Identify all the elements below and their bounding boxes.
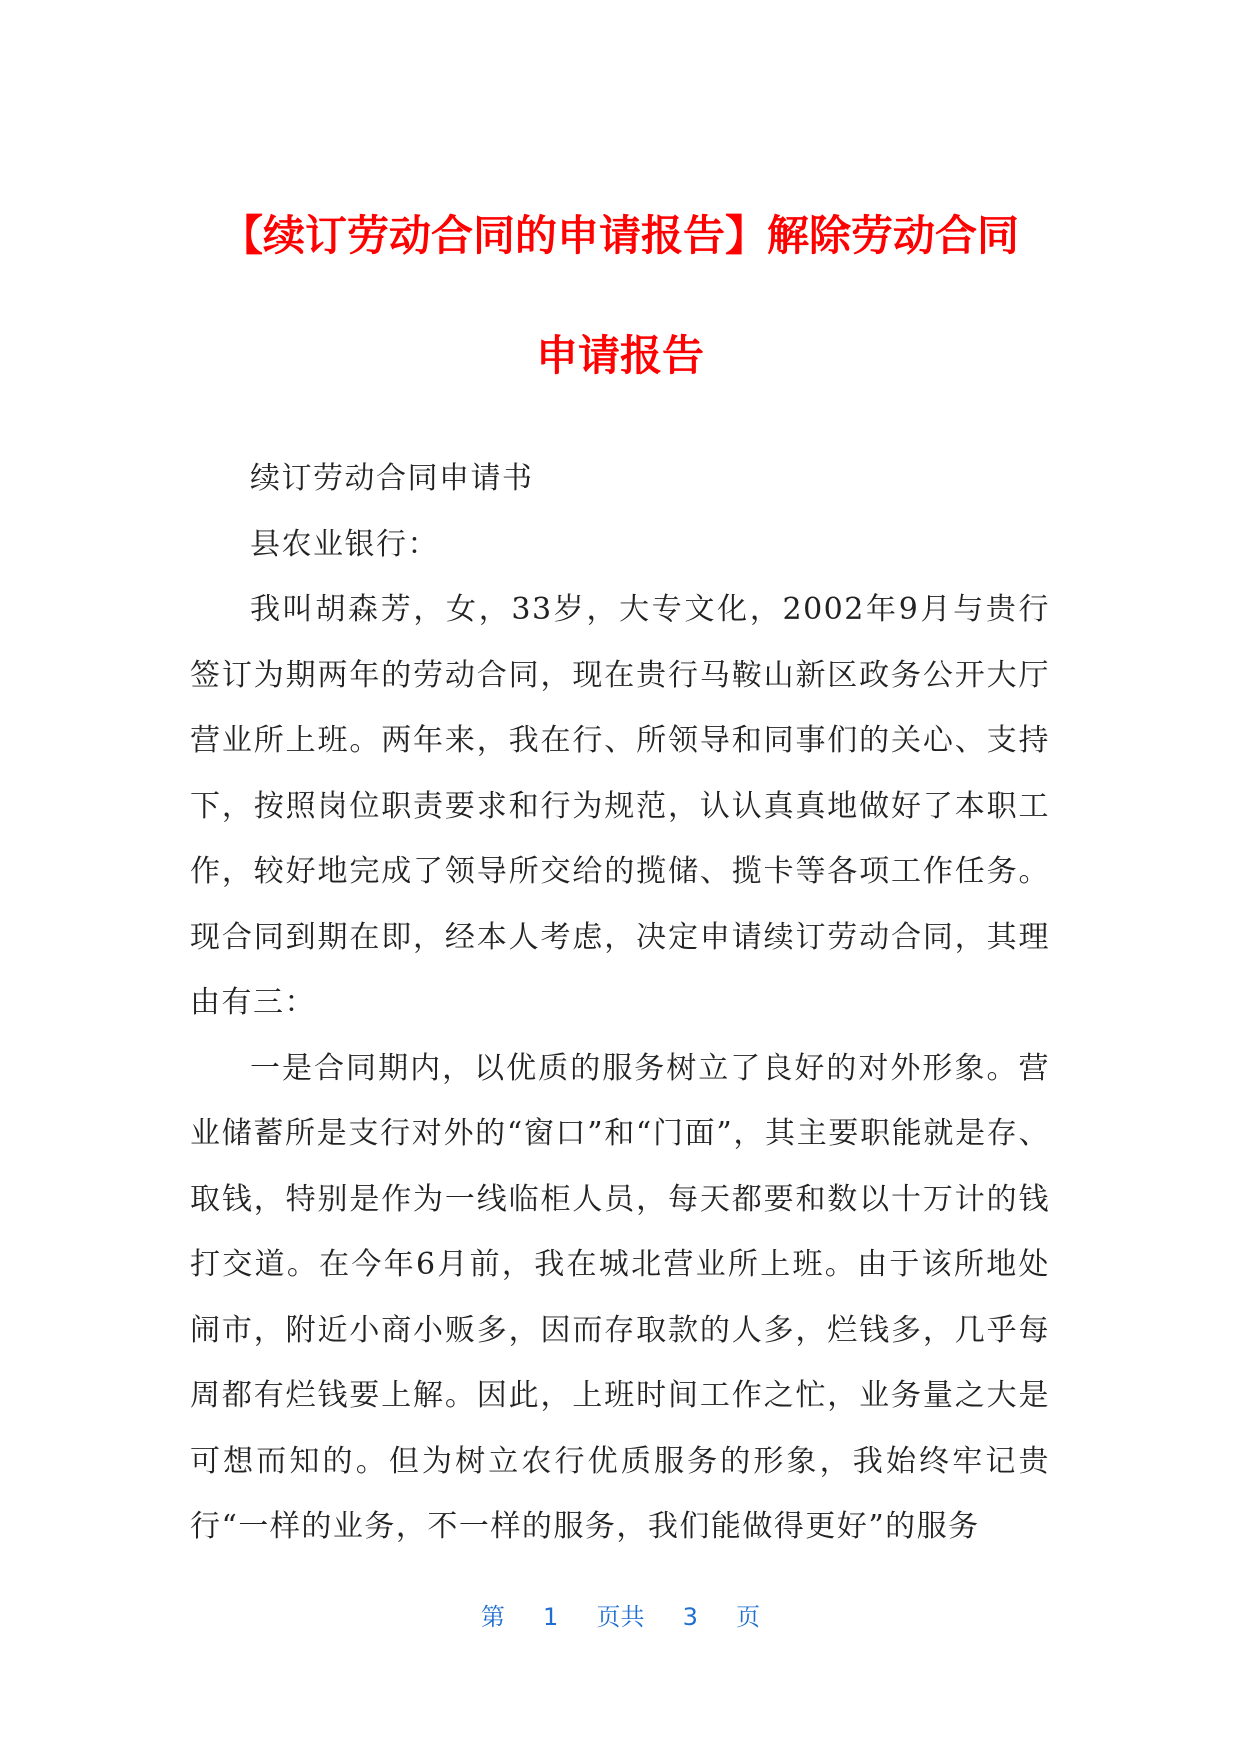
document-title xyxy=(180,176,1060,416)
document-body xyxy=(190,446,1050,1560)
page-total: 3 xyxy=(682,1603,698,1631)
page-footer xyxy=(0,1602,1241,1632)
page-middle: 页共 xyxy=(596,1603,645,1631)
page-prefix: 第 xyxy=(480,1603,505,1631)
body-paragraph: 我叫胡森芳，女，33岁，大专文化，2002年9月与贵行签订为期两年的劳动合同，现在贵行马鞍山新区政务公开大厅营业所上班。两年来，我在行、所领导和同事们的关心、支持下，按照岗位职责要求和行为规范，认认真真地做好了本职工作，较好地完成了领导所交给的揽储、揽卡等各项工作任务。现合同到期在即，经本人考虑，决定申请续订劳动合同，其理由有三： xyxy=(190,592,1050,1020)
document-title-line2: 申请报告 xyxy=(535,331,704,380)
heading-paragraph: 续订劳动合同申请书 xyxy=(250,461,534,496)
page-current: 1 xyxy=(543,1603,559,1631)
salutation-paragraph: 县农业银行： xyxy=(250,526,439,562)
page-suffix: 页 xyxy=(736,1603,761,1631)
body-paragraph: 一是合同期内，以优质的服务树立了良好的对外形象。营业储蓄所是支行对外的“窗口”和“门面”，其主要职能就是存、取钱，特别是作为一线临柜人员，每天都要和数以十万计的钱打交道。在今年6月前，我在城北营业所上班。由于该所地处闹市，附近小商小贩多，因而存取款的人多，烂钱多，几乎每周都有烂钱要上解。因此，上班时间工作之忙，业务量之大是可想而知的。但为树立农行优质服务的形象，我始终牢记贵行“一样的业务，不一样的服务，我们能做得更好”的服务 xyxy=(190,1050,1050,1544)
document-title-line1: 【续订劳动合同的申请报告】解除劳动合同 xyxy=(220,211,1019,260)
